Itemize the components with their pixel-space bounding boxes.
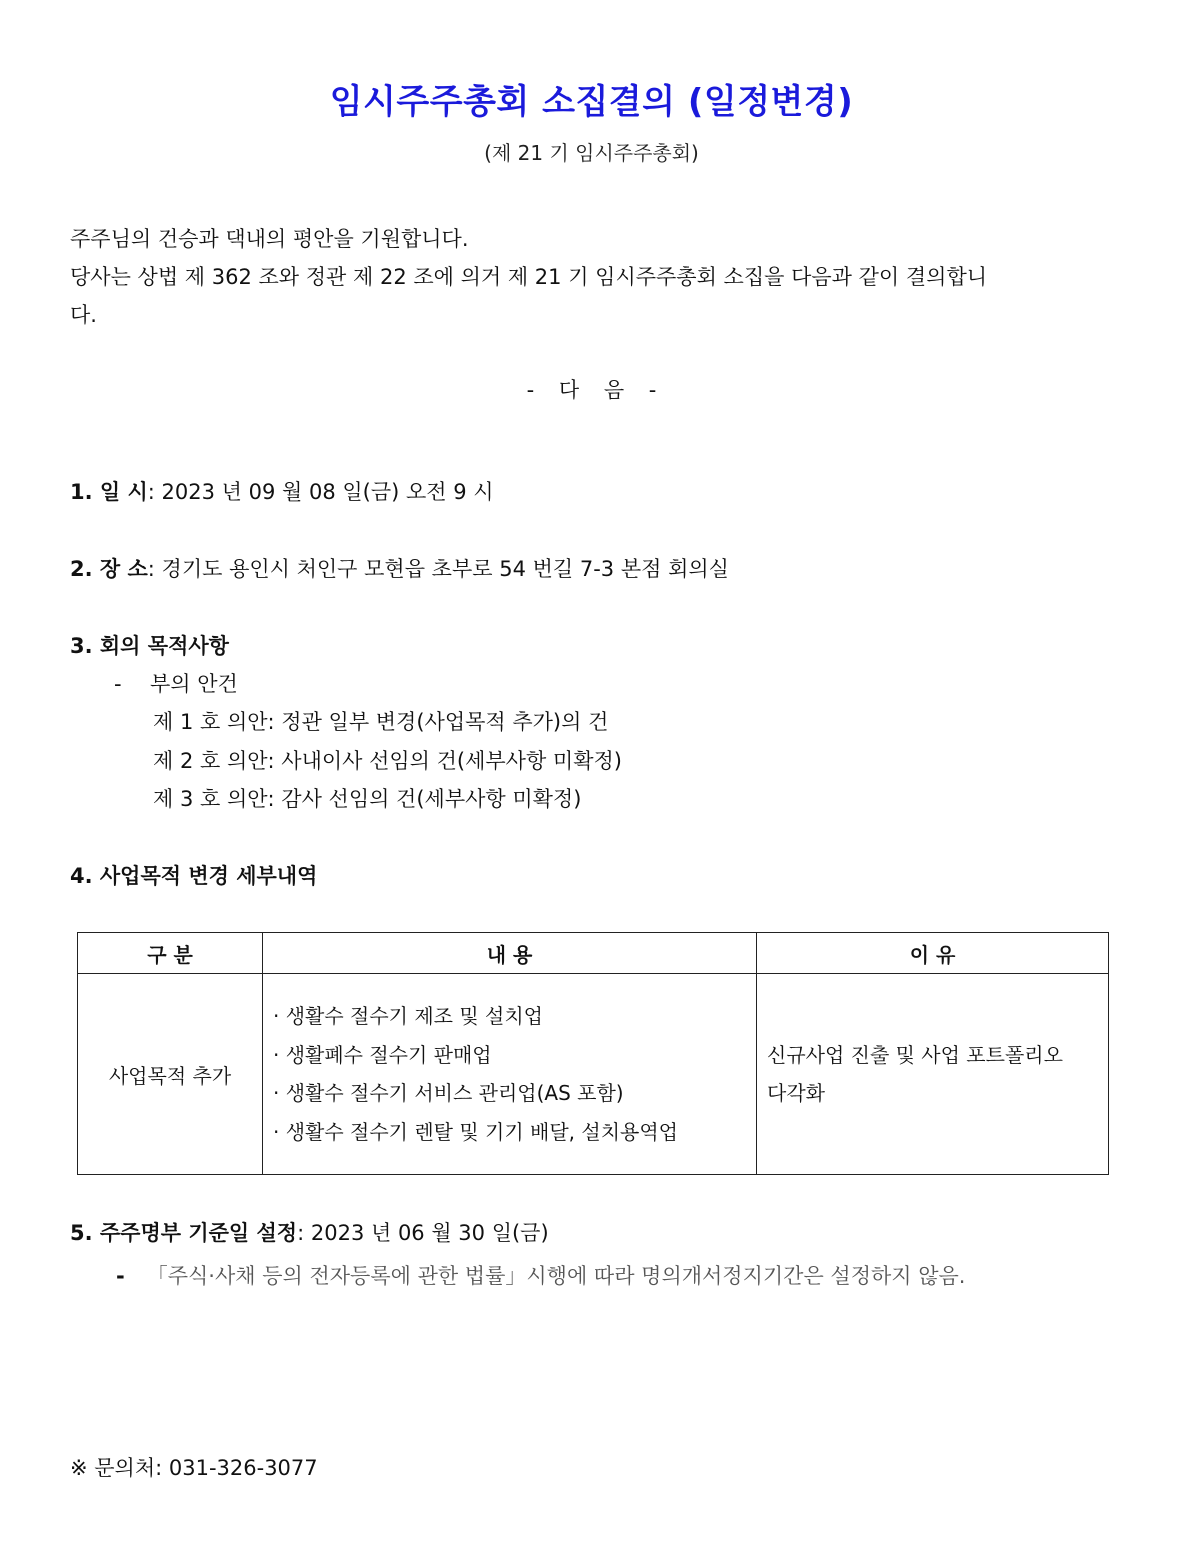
agenda-item-3: 제 3 호 의안: 감사 선임의 건(세부사항 미확정) (153, 787, 582, 811)
table-cell-content (263, 974, 757, 1175)
section-business-purpose-label: 4. 사업목적 변경 세부내역 (70, 864, 318, 888)
business-purpose-table (77, 932, 1109, 1175)
agenda-item-1: 제 1 호 의안: 정관 일부 변경(사업목적 추가)의 건 (153, 710, 609, 734)
table-row (78, 974, 1109, 1175)
content-bullet-1: · 생활수 절수기 제조 및 설치업 (273, 1004, 543, 1028)
section-datetime-value: : 2023 년 09 월 08 일(금) 오전 9 시 (147, 480, 494, 504)
intro-line-3: 다. (70, 303, 97, 327)
section-record-date-label: 5. 주주명부 기준일 설정 (70, 1221, 298, 1245)
section-location (70, 550, 729, 588)
intro-line-2: 당사는 상법 제 362 조와 정관 제 22 조에 의거 제 21 기 임시주주총회 소집을 다음과 같이 결의합니 (70, 265, 988, 289)
section-business-purpose-heading (70, 857, 317, 895)
section-location-label: 2. 장 소 (70, 557, 148, 581)
table-header-content: 내 용 (263, 933, 757, 974)
contact-info: ※ 문의처: 031-326-3077 (70, 1456, 318, 1480)
table-header-row (78, 933, 1109, 974)
document-title: 임시주주총회 소집결의 (일정변경) (329, 82, 854, 122)
section-location-value: : 경기도 용인시 처인구 모현읍 초부로 54 번길 7-3 본점 회의실 (147, 557, 729, 581)
content-bullet-4: · 생활수 절수기 렌탈 및 기기 배달, 설치용역업 (273, 1119, 678, 1144)
section-record-date-value: : 2023 년 06 월 30 일(금) (297, 1221, 549, 1245)
section-agenda-label: 3. 회의 목적사항 (70, 634, 229, 658)
table-header-category: 구 분 (78, 933, 263, 974)
agenda-subheading: 부의 안건 (150, 672, 238, 696)
section-agenda-heading (70, 627, 229, 665)
agenda-dash: - (114, 672, 122, 696)
table-cell-reason (757, 974, 1109, 1175)
table-header-reason: 이 유 (757, 933, 1109, 974)
intro-line-1: 주주님의 건승과 댁내의 평안을 기원합니다. (70, 227, 469, 251)
next-heading: - 다 음 - (526, 378, 657, 402)
reason-line-2: 다각화 (767, 1081, 825, 1105)
section-datetime (70, 473, 494, 511)
reason-line-1: 신규사업 진출 및 사업 포트폴리오 (767, 1043, 1063, 1067)
agenda-item-2: 제 2 호 의안: 사내이사 선임의 건(세부사항 미확정) (153, 749, 622, 773)
document-subtitle: (제 21 기 임시주주총회) (484, 141, 699, 165)
content-bullet-2: · 생활폐수 절수기 판매업 (273, 1042, 492, 1067)
note-text: 「주식·사채 등의 전자등록에 관한 법률」시행에 따라 명의개서정지기간은 설정하지 않음. (146, 1264, 966, 1288)
table-cell-category: 사업목적 추가 (78, 974, 263, 1175)
record-date-note (116, 1257, 965, 1295)
note-dash: - (116, 1264, 125, 1288)
section-record-date (70, 1214, 549, 1252)
content-bullet-3: · 생활수 절수기 서비스 관리업(AS 포함) (273, 1081, 624, 1105)
section-datetime-label: 1. 일 시 (70, 480, 148, 504)
